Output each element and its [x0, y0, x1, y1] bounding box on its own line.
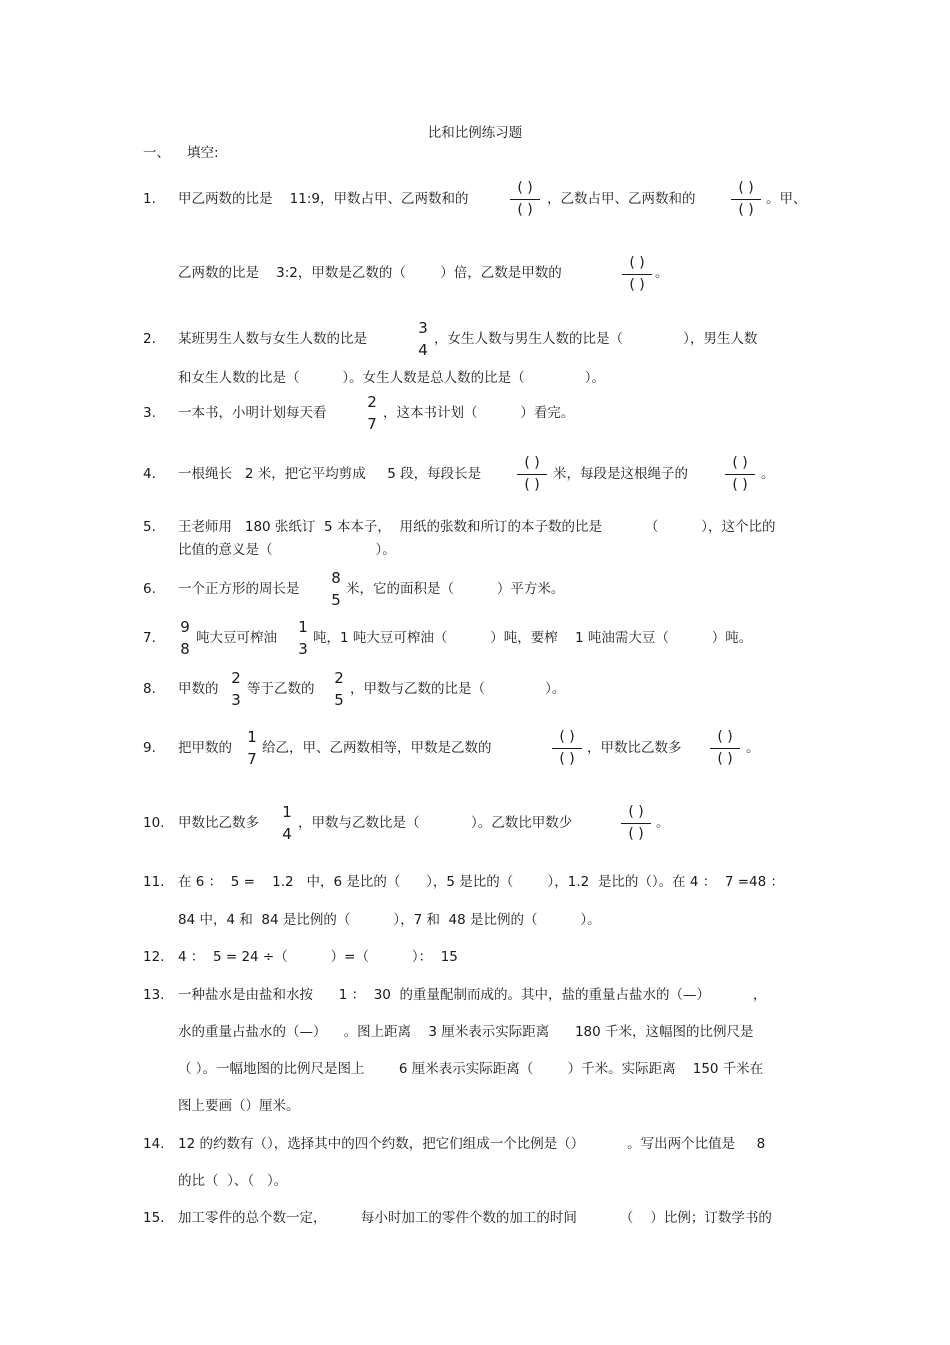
question-text: 吨大豆可榨油	[196, 630, 277, 646]
question-number: 7.	[143, 630, 156, 646]
fraction: 2 3	[231, 669, 241, 709]
fraction: 2 7	[367, 393, 377, 433]
blank-fraction: ( ) ( )	[616, 804, 656, 843]
question-text: 4 ： 5 = 24 ÷（ ）=（ ）： 15	[178, 949, 458, 965]
question-text: 甲数比乙数多	[178, 815, 259, 831]
question-number: 1.	[143, 191, 156, 207]
blank-fraction: ( ) ( )	[505, 180, 545, 219]
question-number: 15.	[143, 1210, 165, 1226]
question-text: 乙两数的比是 3:2，甲数是乙数的（ ）倍，乙数是甲数的	[178, 265, 562, 281]
question-number: 14.	[143, 1136, 165, 1152]
question-text: 在 6 ： 5 = 1.2 中，6 是比的（ ），5 是比的（ ），1.2 是比的（）。在 4 ： 7 =48 ：	[178, 874, 785, 890]
question-text: 一种盐水是由盐和水按 1 ： 30 的重量配制而成的。其中，盐的重量占盐水的（—） ，	[178, 987, 767, 1003]
fraction: 3 4	[418, 319, 428, 359]
question-text: 。	[746, 740, 760, 756]
blank-fraction: ( ) ( )	[512, 455, 552, 494]
question-text: 比值的意义是（ ）。	[178, 542, 396, 558]
question-text: 甲数的	[178, 681, 219, 697]
blank-fraction: ( ) ( )	[720, 455, 760, 494]
question-text: ，甲数与乙数的比是（ ）。	[350, 681, 566, 697]
question-text: 。	[655, 265, 669, 281]
fraction: 1 7	[247, 728, 257, 768]
question-text: ，甲数与乙数比是（ ）。乙数比甲数少	[298, 815, 573, 831]
question-text: 米，每段是这根绳子的	[553, 466, 688, 482]
blank-fraction: ( ) ( )	[705, 729, 745, 768]
blank-fraction: ( ) ( )	[617, 255, 657, 294]
question-number: 8.	[143, 681, 156, 697]
question-number: 3.	[143, 405, 156, 421]
question-text: 给乙，甲、乙两数相等，甲数是乙数的	[262, 740, 492, 756]
question-text: 某班男生人数与女生人数的比是	[178, 331, 367, 347]
question-number: 12.	[143, 949, 165, 965]
question-text: 一根绳长 2 米，把它平均剪成 5 段，每段长是	[178, 466, 482, 482]
fraction: 9 8	[180, 618, 190, 658]
question-text: 甲乙两数的比是 11:9，甲数占甲、乙两数和的	[178, 191, 469, 207]
question-text: 把甲数的	[178, 740, 232, 756]
question-number: 9.	[143, 740, 156, 756]
page-title: 比和比例练习题	[427, 125, 523, 141]
question-text: 。	[761, 466, 775, 482]
fraction: 1 4	[282, 803, 292, 843]
question-text: 吨，1 吨大豆可榨油（ ）吨，要榨 1 吨油需大豆（ ）吨。	[313, 630, 753, 646]
question-text: 和女生人数的比是（ ）。女生人数是总人数的比是（ ）。	[178, 370, 605, 386]
fraction: 2 5	[334, 669, 344, 709]
question-number: 11.	[143, 874, 165, 890]
question-text: 图上要画（）厘米。	[178, 1098, 300, 1114]
question-text: 米，它的面积是（ ）平方米。	[346, 581, 565, 597]
question-text: 的比（ ）、（ ）。	[178, 1173, 288, 1189]
question-text: 等于乙数的	[247, 681, 315, 697]
question-text: 一本书，小明计划每天看	[178, 405, 327, 421]
question-text: 一个正方形的周长是	[178, 581, 300, 597]
question-text: ，女生人数与男生人数的比是（ ），男生人数	[434, 331, 758, 347]
blank-fraction: ( ) ( )	[547, 729, 587, 768]
fraction: 1 3	[298, 618, 308, 658]
question-number: 10.	[143, 815, 165, 831]
question-text: ，甲数比乙数多	[587, 740, 682, 756]
question-number: 5.	[143, 519, 156, 535]
question-text: 王老师用 180 张纸订 5 本本子， 用纸的张数和所订的本子数的比是 （ ），这个比的	[178, 519, 776, 535]
question-text: 84 中，4 和 84 是比例的（ ），7 和 48 是比例的（ ）。	[178, 912, 601, 928]
question-text: 。	[656, 815, 670, 831]
question-text: 12 的约数有（），选择其中的四个约数，把它们组成一个比例是（） 。写出两个比值是 8	[178, 1136, 766, 1152]
question-number: 13.	[143, 987, 165, 1003]
question-text: （ ）。一幅地图的比例尺是图上 6 厘米表示实际距离（ ）千米。实际距离 150 千米在	[178, 1061, 764, 1077]
question-text: ，乙数占甲、乙两数和的	[547, 191, 696, 207]
section-number: 一、	[143, 145, 170, 161]
question-text: 水的重量占盐水的（—） 。图上距离 3 厘米表示实际距离 180 千米，这幅图的比例尺是	[178, 1024, 754, 1040]
question-text: 。甲、	[766, 191, 807, 207]
blank-fraction: ( ) ( )	[726, 180, 766, 219]
question-number: 4.	[143, 466, 156, 482]
fraction: 8 5	[331, 569, 341, 609]
section-title: 填空:	[187, 145, 219, 161]
question-text: ，这本书计划（ ）看完。	[383, 405, 575, 421]
question-number: 6.	[143, 581, 156, 597]
question-text: 加工零件的总个数一定， 每小时加工的零件个数的加工的时间 （ ）比例；订数学书的	[178, 1210, 772, 1226]
question-number: 2.	[143, 331, 156, 347]
